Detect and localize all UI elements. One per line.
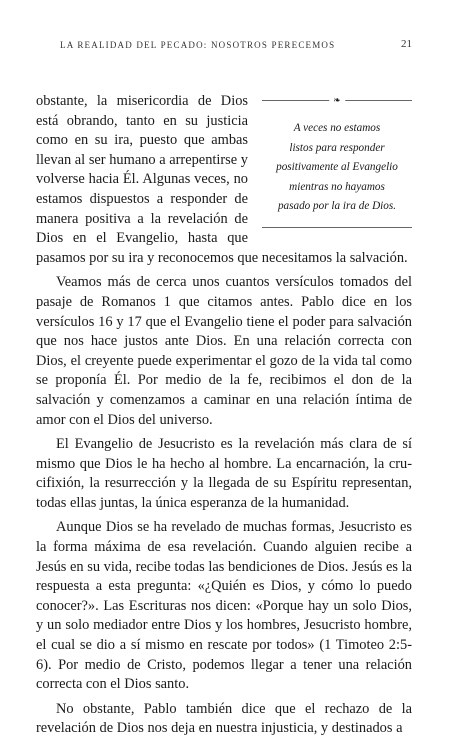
pull-quote-line: mientras no hayamos: [289, 180, 385, 193]
pull-quote-bottom-rule: [262, 221, 412, 228]
running-title: LA REALIDAD DEL PECADO: NOSOTROS PERECEMOS: [60, 40, 336, 50]
pull-quote-line: pasado por la ira de Dios.: [277, 200, 397, 213]
body-text: [36, 92, 412, 744]
paragraph: Veamos más de cerca unos cuantos versículos tomados del pasaje de Romanos 1 que citamos antes. Pablo dice en los versículos 16 y 17 que el Evangelio tiene el poder para salvación que nos hace justos ante Dios. En una relación correcta con Dios, el creyente puede experimentar el gozo de la vida tal como se proponía Él. Por medio de la fe, recibimos el don de la salvación y comenzamos a caminar en una relación íntima de amor con el Dios del universo.: [36, 274, 412, 428]
fleuron-ornament-icon: ❧: [329, 94, 345, 106]
pull-quote-line: A veces no estamos: [293, 122, 381, 134]
pull-quote-top-rule: [262, 95, 412, 109]
pull-quote-line: positivamente al Evangelio: [276, 161, 398, 174]
paragraph: No obstante, Pablo también dice que el rechazo de la revelación de Dios nos deja en nuestra injusticia, y destinados a: [36, 700, 412, 737]
paragraph: obstante, la misericordia de Dios está obrando, tanto en su justicia como en su ira, puesto que ambas llevan al ser humano a arrepentirse y volverse hacia Él. Algunas veces, no estamos dispuestos a responder de manera positiva a la revelación de Dios en el Evangelio, hasta que pasamos por su ira y reconocemos que necesitamos la salvación.: [36, 93, 408, 266]
pull-quote-line: listos para responder: [289, 141, 385, 154]
paragraph: Aunque Dios se ha revelado de muchas formas, Jesucristo es la forma máxima de esa revelación. Cuando alguien recibe a Jesús en su vida, recibe todas las bendiciones de Dios. Jesús es la respuesta a esta pregunta: «¿Quién es Dios, y cómo lo puedo conocer?». Las Escrituras nos dicen: «Porque hay un solo Dios, y un solo mediador entre Dios y los hombres, Jesucristo hombre, el cual se dio a sí mismo en rescate por todos» (1 Timoteo 2:5-6). Por medio de Cristo, podemos llegar a tener una relación correcta con el Dios santo.: [36, 519, 412, 693]
paragraph: El Evangelio de Jesucristo es la revelación más clara de sí mismo que Dios le ha hecho al hombre. La encarnación, la crucifixión, la resurrección y la llegada de su Espíritu representan, todas ellas juntas, la única esperanza de la humanidad.: [36, 436, 412, 511]
page-number: 21: [401, 38, 412, 50]
running-header: [60, 38, 412, 54]
pull-quote: [262, 95, 412, 228]
